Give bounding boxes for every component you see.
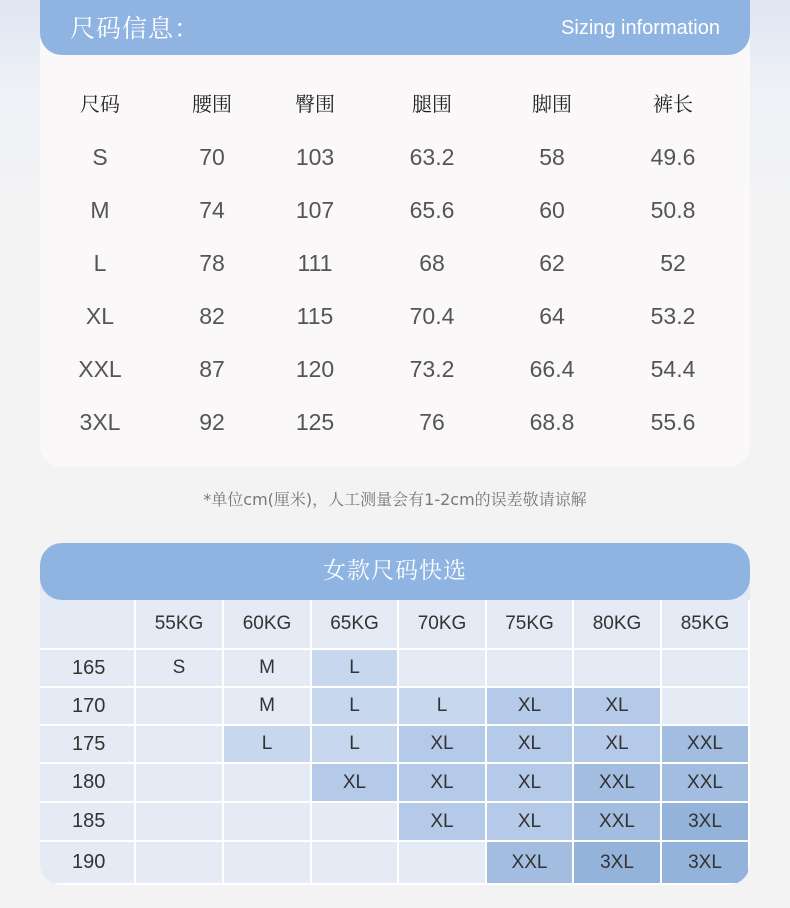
table-cell: 103 [295,144,335,170]
table-cell: 55.6 [650,409,696,435]
size-suggestion-cell: XXL [574,764,662,803]
table-cell: XXL [78,356,122,382]
size-suggestion-cell: L [312,726,399,764]
table-cell: 111 [297,250,333,276]
size-suggestion-cell [224,764,312,803]
size-suggestion-cell: XL [487,764,574,803]
size-suggestion-cell: L [312,650,399,688]
header-thigh: 腿围 [412,92,452,116]
header-size: 尺码 [80,92,120,116]
quick-select-header [40,543,750,600]
table-cell: 49.6 [650,144,696,170]
height-header: 165 [40,650,136,688]
size-suggestion-cell [399,842,487,885]
weight-header: 70KG [399,600,487,650]
size-suggestion-cell: XXL [662,726,750,764]
size-table [40,78,750,449]
size-suggestion-cell: L [399,688,487,726]
table-cell: 58 [539,144,565,170]
table-cell: XL [85,303,115,329]
size-suggestion-cell [574,650,662,688]
table-cell: 52 [660,250,686,276]
size-suggestion-cell: XL [312,764,399,803]
size-suggestion-cell [399,650,487,688]
size-suggestion-cell [136,726,224,764]
table-cell: 70.4 [409,303,455,329]
size-suggestion-cell: L [312,688,399,726]
table-cell: 78 [199,250,225,276]
size-suggestion-cell: XL [487,726,574,764]
size-suggestion-cell [136,764,224,803]
table-cell: 125 [295,409,335,435]
table-cell: 73.2 [409,356,455,382]
weight-header: 65KG [312,600,399,650]
size-suggestion-cell: 3XL [574,842,662,885]
table-cell: 107 [295,197,335,223]
quick-select-title: 女款尺码快选 [323,558,467,584]
quick-select-grid [40,600,750,885]
size-suggestion-cell [136,842,224,885]
size-suggestion-cell: XXL [662,764,750,803]
sizing-card [40,0,750,467]
table-cell: 54.4 [650,356,696,382]
table-cell: 115 [296,303,334,329]
size-suggestion-cell: XXL [487,842,574,885]
table-cell: 76 [419,409,445,435]
size-suggestion-cell [487,650,574,688]
weight-header: 55KG [136,600,224,650]
height-header: 185 [40,803,136,842]
size-suggestion-cell: XL [399,726,487,764]
size-suggestion-cell: L [224,726,312,764]
table-cell: 65.6 [409,197,455,223]
table-cell: S [92,144,108,170]
size-suggestion-cell: M [224,688,312,726]
grid-corner [40,600,136,650]
weight-header: 85KG [662,600,750,650]
size-suggestion-cell [136,803,224,842]
table-cell: 53.2 [650,303,696,329]
size-suggestion-cell: 3XL [662,803,750,842]
table-cell: 82 [199,303,225,329]
table-cell: 63.2 [409,144,455,170]
weight-header: 60KG [224,600,312,650]
size-suggestion-cell [224,803,312,842]
table-cell: 120 [295,356,335,382]
table-cell: 68.8 [529,409,575,435]
table-row [40,131,750,184]
size-suggestion-cell: XL [574,726,662,764]
table-cell: 66.4 [529,356,575,382]
table-row [40,237,750,290]
size-suggestion-cell [136,688,224,726]
table-row [40,396,750,449]
sizing-title: 尺码信息： [70,14,201,43]
sizing-header [40,0,750,55]
table-cell: 62 [539,250,565,276]
table-row [40,290,750,343]
header-waist: 腰围 [192,92,232,116]
table-cell: 68 [419,250,445,276]
weight-header: 75KG [487,600,574,650]
size-suggestion-cell: XL [574,688,662,726]
table-cell: 87 [199,356,225,382]
sizing-subtitle: Sizing information [561,17,720,39]
size-suggestion-cell: M [224,650,312,688]
size-table-header-row [40,78,750,131]
size-suggestion-cell [662,650,750,688]
size-suggestion-cell [312,803,399,842]
table-cell: L [93,250,107,276]
table-cell: M [90,197,110,223]
height-header: 170 [40,688,136,726]
measurement-note: *单位cm(厘米)，人工测量会有1-2cm的误差敬请谅解 [203,490,587,509]
table-row [40,184,750,237]
table-cell: 50.8 [650,197,696,223]
size-suggestion-cell [312,842,399,885]
table-cell: 64 [539,303,565,329]
table-cell: 70 [199,144,225,170]
weight-header: 80KG [574,600,662,650]
size-suggestion-cell: XL [399,803,487,842]
size-suggestion-cell: XXL [574,803,662,842]
height-header: 190 [40,842,136,885]
height-header: 175 [40,726,136,764]
table-cell: 92 [199,409,225,435]
table-row [40,343,750,396]
size-suggestion-cell: 3XL [662,842,750,885]
table-cell: 60 [539,197,565,223]
size-suggestion-cell [662,688,750,726]
size-suggestion-cell [224,842,312,885]
size-suggestion-cell: XL [487,803,574,842]
table-cell: 3XL [79,409,121,435]
header-length: 裤长 [653,92,693,116]
size-suggestion-cell: S [136,650,224,688]
table-cell: 74 [199,197,225,223]
height-header: 180 [40,764,136,803]
header-hip: 臀围 [295,92,335,116]
size-suggestion-cell: XL [399,764,487,803]
header-hem: 脚围 [532,92,572,116]
size-suggestion-cell: XL [487,688,574,726]
quick-select-card [40,543,750,885]
